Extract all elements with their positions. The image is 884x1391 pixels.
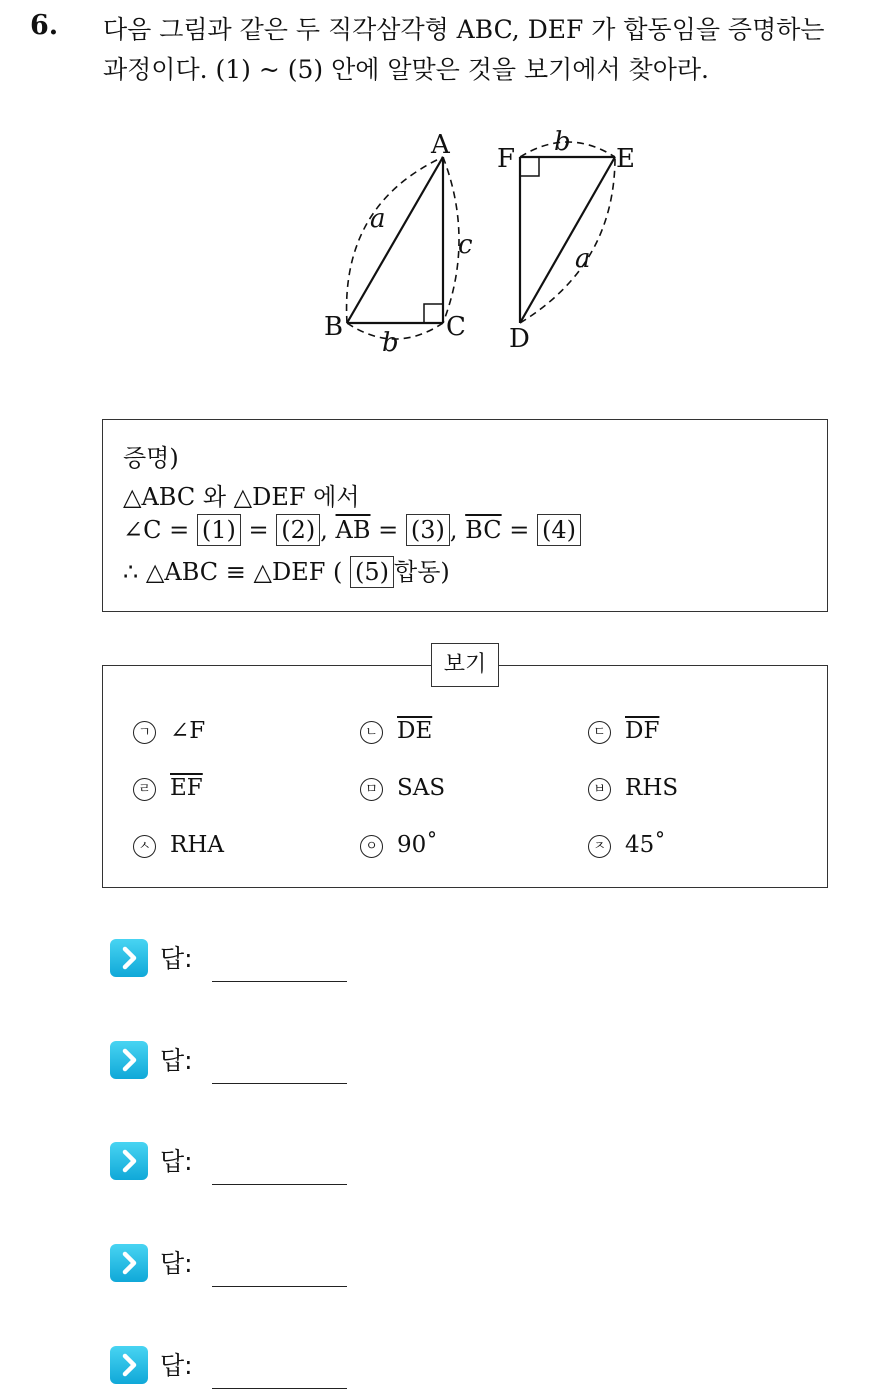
chevron-right-icon — [110, 1244, 148, 1282]
answer-blank[interactable] — [212, 1083, 347, 1084]
chevron-right-icon — [110, 1142, 148, 1180]
vertex-b: B — [324, 312, 344, 342]
comma: , — [320, 516, 328, 544]
answer-blank[interactable] — [212, 981, 347, 982]
option-marker: ㄱ — [133, 721, 156, 744]
option-text: SAS — [397, 775, 446, 801]
blank-2: (2) — [276, 514, 320, 546]
side-ab — [347, 157, 443, 323]
option-marker: ㄹ — [133, 778, 156, 801]
option-mieum — [360, 775, 445, 801]
option-text: $\overline{DE}$ — [397, 718, 433, 744]
proof-box — [102, 419, 828, 612]
right-angle-mark-c — [424, 304, 443, 323]
comma-2: , — [449, 516, 458, 544]
dashed-arc-c — [443, 157, 459, 323]
answer-label: 답: — [160, 944, 193, 973]
vertex-a: A — [431, 130, 450, 160]
segment-ab: $\overline{AB}$ — [335, 516, 371, 544]
option-text: $\overline{DF}$ — [625, 718, 660, 744]
answer-blank[interactable] — [212, 1388, 347, 1389]
option-jieut — [588, 832, 666, 858]
question-line-2: 과정이다. (1) ~ (5) 안에 알맞은 것을 보기에서 찾아라. — [103, 55, 709, 84]
bogi-box — [102, 665, 828, 888]
triangle-def — [520, 142, 615, 323]
option-marker: ㅅ — [133, 835, 156, 858]
equals-sign-2: = — [378, 516, 399, 544]
angle-c-text: ∠C = — [123, 516, 190, 544]
side-label-b: b — [382, 328, 399, 358]
option-ieung — [360, 832, 438, 858]
side-de — [520, 157, 615, 323]
question-stem — [103, 10, 873, 90]
answer-row-4 — [110, 1244, 410, 1284]
triangle-abc — [347, 157, 459, 339]
option-digeut — [588, 718, 659, 744]
answer-label: 답: — [160, 1249, 193, 1278]
option-marker: ㄴ — [360, 721, 383, 744]
answer-row-3 — [110, 1142, 410, 1182]
congruence-suffix: 합동) — [394, 558, 450, 586]
option-text: RHA — [170, 832, 224, 858]
therefore-text: ∴ △ABC ≡ △DEF ( — [123, 558, 343, 586]
option-text: ∠F — [170, 718, 206, 744]
vertex-d: D — [509, 324, 530, 354]
vertex-f: F — [497, 144, 516, 174]
answer-label: 답: — [160, 1351, 193, 1380]
question-number: 6. — [30, 10, 59, 41]
option-nieun — [360, 718, 432, 744]
option-text: $\overline{EF}$ — [170, 775, 203, 801]
answer-row-2 — [110, 1041, 410, 1081]
option-marker: ㅂ — [588, 778, 611, 801]
question-line-1: 다음 그림과 같은 두 직각삼각형 ABC, DEF 가 합동임을 증명하는 — [103, 15, 825, 44]
option-rieul — [133, 775, 203, 801]
answer-row-5 — [110, 1346, 410, 1386]
equals-sign: = — [248, 516, 269, 544]
option-siot — [133, 832, 224, 858]
option-text: RHS — [625, 775, 679, 801]
equals-sign-3: = — [509, 516, 530, 544]
side-label-c: c — [458, 230, 473, 260]
option-text: 90˚ — [397, 832, 438, 858]
chevron-right-icon — [110, 1041, 148, 1079]
answer-label: 답: — [160, 1147, 193, 1176]
right-angle-mark-f — [520, 157, 539, 176]
side-label-a-def: a — [575, 244, 591, 274]
option-marker: ㅈ — [588, 835, 611, 858]
option-bieup — [588, 775, 678, 801]
answer-label: 답: — [160, 1046, 193, 1075]
proof-title: 증명) — [123, 444, 179, 472]
bogi-title: 보기 — [431, 643, 499, 687]
vertex-c: C — [446, 312, 466, 342]
segment-bc: $\overline{BC}$ — [465, 516, 502, 544]
side-label-b-def: b — [554, 127, 571, 157]
vertex-e: E — [616, 144, 635, 174]
option-marker: ㅇ — [360, 835, 383, 858]
proof-equalities — [123, 514, 581, 546]
chevron-right-icon — [110, 1346, 148, 1384]
chevron-right-icon — [110, 939, 148, 977]
option-text: 45˚ — [625, 832, 666, 858]
triangle-figure — [300, 115, 660, 365]
proof-intro: △ABC 와 △DEF 에서 — [123, 483, 360, 511]
proof-conclusion — [123, 552, 450, 588]
side-label-a: a — [370, 204, 386, 234]
blank-3: (3) — [406, 514, 450, 546]
option-marker: ㄷ — [588, 721, 611, 744]
option-giyeok — [133, 718, 205, 744]
option-marker: ㅁ — [360, 778, 383, 801]
answer-blank[interactable] — [212, 1184, 347, 1185]
answer-blank[interactable] — [212, 1286, 347, 1287]
blank-1: (1) — [197, 514, 241, 546]
answer-row-1 — [110, 939, 410, 979]
blank-5: (5) — [350, 556, 394, 588]
blank-4: (4) — [537, 514, 581, 546]
